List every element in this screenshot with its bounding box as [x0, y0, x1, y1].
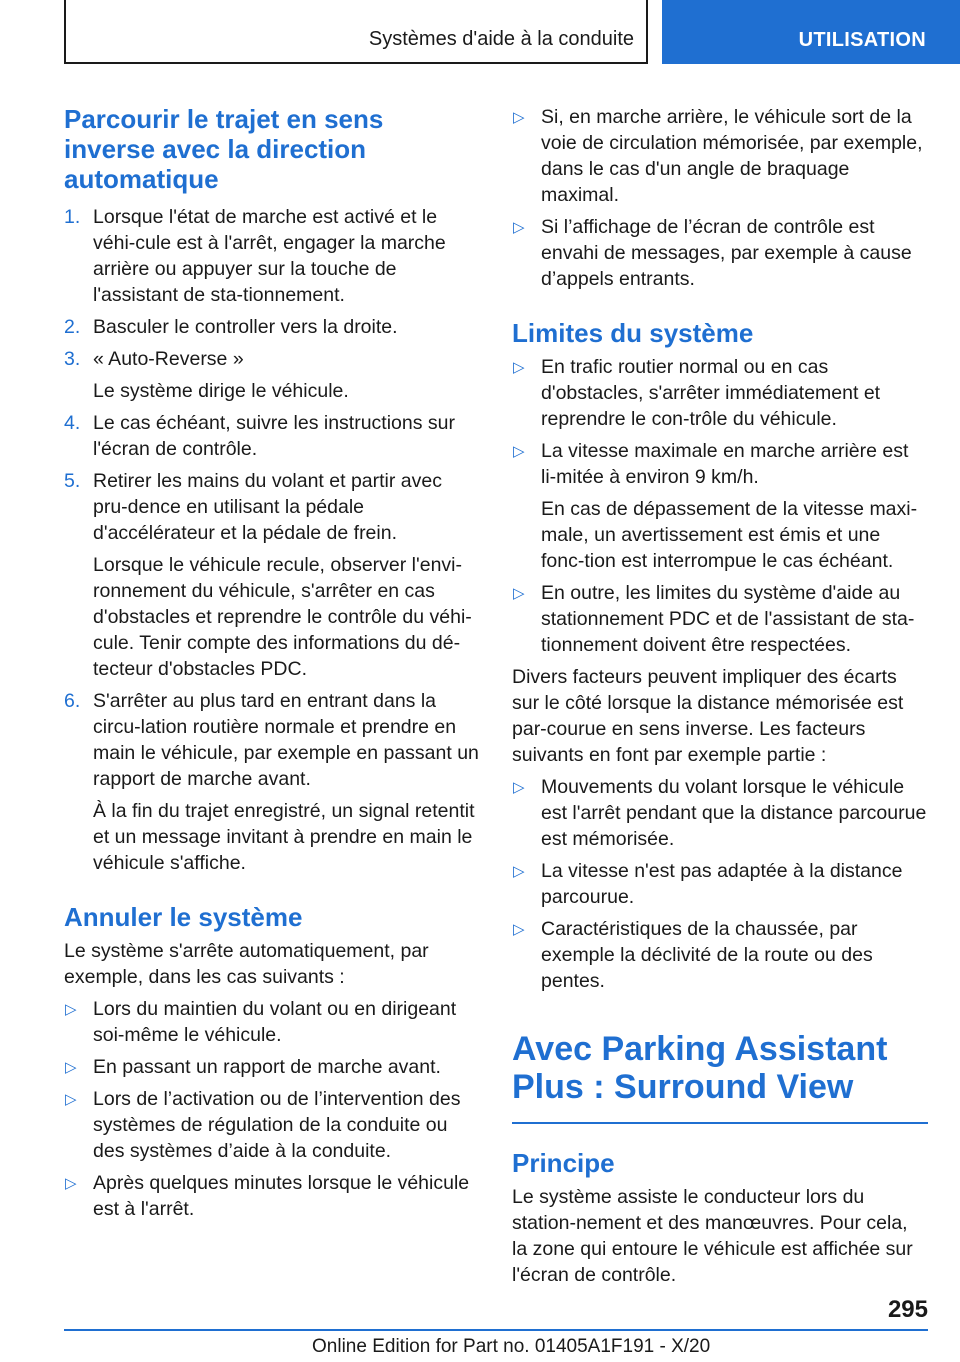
list-item: [512, 858, 928, 910]
list-item-subtext: En cas de dépassement de la vitesse maxi-male, un avertissement est émis et une fonc-tion est interrompue le cas échéant.: [541, 498, 918, 572]
list-item-text: Si l’affichage de l’écran de contrôle est envahi de messages, par exemple à cause d’appels entrants.: [541, 216, 912, 290]
step-number: 6.: [64, 690, 81, 712]
cancel-list: [64, 996, 480, 1222]
footer-edition: Online Edition for Part no. 01405A1F191 - X/20: [312, 1336, 711, 1357]
left-column: [64, 104, 480, 1228]
step-item: [64, 468, 480, 682]
triangle-bullet-icon: ▷: [513, 863, 525, 880]
deviation-paragraph: Divers facteurs peuvent impliquer des écarts sur le côté lorsque la distance mémorisée est par-courue en sens inverse. Les facteurs suivants en font par exemple partie :: [512, 666, 904, 766]
list-item-text: La vitesse n'est pas adaptée à la distance parcourue.: [541, 860, 903, 908]
list-item: [64, 1086, 480, 1164]
step-item: [64, 314, 480, 340]
list-item-text: Si, en marche arrière, le véhicule sort de la voie de circulation mémorisée, par exemple, dans le cas d'un angle de braquage maximal.: [541, 106, 923, 206]
list-item: [512, 104, 928, 208]
triangle-bullet-icon: ▷: [65, 1059, 77, 1076]
list-item-text: Lors de l’activation ou de l’intervention des systèmes de régulation de la conduite ou des systèmes d’aide à la conduite.: [93, 1088, 461, 1162]
steps-list: [64, 204, 480, 876]
limits-list: [512, 354, 928, 658]
heading-system-limits: Limites du système: [512, 318, 754, 348]
triangle-bullet-icon: ▷: [513, 921, 525, 938]
step-item: [64, 688, 480, 876]
step-item: [64, 346, 480, 404]
page-number: 295: [887, 1296, 928, 1323]
triangle-bullet-icon: ▷: [65, 1175, 77, 1192]
list-item: [64, 1054, 480, 1080]
heading-surround-view: Avec Parking Assistant Plus : Surround View: [512, 1030, 888, 1106]
list-item: [512, 438, 928, 574]
header-chapter-title: UTILISATION: [798, 29, 926, 51]
header-chapter-tab: [662, 0, 960, 64]
list-item: [64, 996, 480, 1048]
step-number: 2.: [64, 316, 81, 338]
heading-divider: [512, 1122, 928, 1124]
step-text: Le cas échéant, suivre les instructions sur l'écran de contrôle.: [93, 412, 456, 460]
triangle-bullet-icon: ▷: [65, 1001, 77, 1018]
heading-reverse-trip: Parcourir le trajet en sens inverse avec la direction automatique: [64, 104, 384, 194]
header-section-box: [64, 0, 648, 64]
list-item: [512, 580, 928, 658]
step-text: S'arrêter au plus tard en entrant dans la circu-lation routière normale et prendre en main le véhicule, par exemple en passant un rapport de marche avant.: [93, 690, 479, 790]
step-text: Lorsque l'état de marche est activé et le véhi-cule est à l'arrêt, engager la marche arrière ou appuyer sur la touche de l'assistant de sta-tionnement.: [93, 206, 446, 306]
factors-list: [512, 774, 928, 994]
list-item-text: En trafic routier normal ou en cas d'obstacles, s'arrêter immédiatement et reprendre le con-trôle du véhicule.: [541, 356, 881, 430]
right-column: [512, 104, 928, 1294]
principle-paragraph: Le système assiste le conducteur lors du station-nement et des manœuvres. Pour cela, la zone qui entoure le véhicule est affichée sur l'écran de contrôle.: [512, 1186, 913, 1286]
step-text: Retirer les mains du volant et partir avec pru-dence en utilisant la pédale d'accélérateur et la pédale de frein.: [93, 470, 442, 544]
step-subtext: Lorsque le véhicule recule, observer l'envi-ronnement du véhicule, s'arrêter en cas d'obstacles et reprendre le contrôle du véhi-cule. Tenir compte des informations du dé-tecteur d'obstacles PDC.: [93, 554, 472, 680]
step-text: Basculer le controller vers la droite.: [93, 316, 398, 338]
list-item: [512, 774, 928, 852]
step-item: [64, 204, 480, 308]
step-number: 1.: [64, 206, 81, 228]
step-text: « Auto-Reverse »: [93, 348, 244, 370]
heading-cancel-system: Annuler le système: [64, 902, 303, 932]
list-item-text: Lors du maintien du volant ou en dirigeant soi-même le véhicule.: [93, 998, 457, 1046]
list-item-text: Caractéristiques de la chaussée, par exemple la déclivité de la route ou des pentes.: [541, 918, 873, 992]
triangle-bullet-icon: ▷: [513, 109, 525, 126]
triangle-bullet-icon: ▷: [513, 219, 525, 236]
cancel-intro: Le système s'arrête automatiquement, par exemple, dans les cas suivants :: [64, 940, 429, 988]
header-section-title: Systèmes d'aide à la conduite: [368, 28, 634, 50]
list-item: [512, 354, 928, 432]
list-item-text: En outre, les limites du système d'aide au stationnement PDC et de l'assistant de sta-tionnement doivent être respectées.: [541, 582, 915, 656]
step-item: [64, 410, 480, 462]
step-subtext: Le système dirige le véhicule.: [93, 380, 349, 402]
list-item-text: La vitesse maximale en marche arrière est li-mitée à environ 9 km/h.: [541, 440, 909, 488]
step-number: 4.: [64, 412, 81, 434]
step-subtext: À la fin du trajet enregistré, un signal retentit et un message invitant à prendre en main le véhicule s'affiche.: [93, 800, 475, 874]
list-item: [64, 1170, 480, 1222]
triangle-bullet-icon: ▷: [513, 585, 525, 602]
list-item-text: En passant un rapport de marche avant.: [93, 1056, 441, 1078]
list-item-text: Mouvements du volant lorsque le véhicule est l'arrêt pendant que la distance parcourue est mémorisée.: [541, 776, 927, 850]
cancel-list-continued: [512, 104, 928, 292]
footer-divider: [64, 1329, 928, 1331]
triangle-bullet-icon: ▷: [513, 359, 525, 376]
list-item-text: Après quelques minutes lorsque le véhicule est à l'arrêt.: [93, 1172, 470, 1220]
list-item: [512, 214, 928, 292]
triangle-bullet-icon: ▷: [513, 443, 525, 460]
step-number: 5.: [64, 470, 81, 492]
triangle-bullet-icon: ▷: [65, 1091, 77, 1108]
list-item: [512, 916, 928, 994]
step-number: 3.: [64, 348, 81, 370]
triangle-bullet-icon: ▷: [513, 779, 525, 796]
heading-principle: Principe: [512, 1148, 615, 1178]
